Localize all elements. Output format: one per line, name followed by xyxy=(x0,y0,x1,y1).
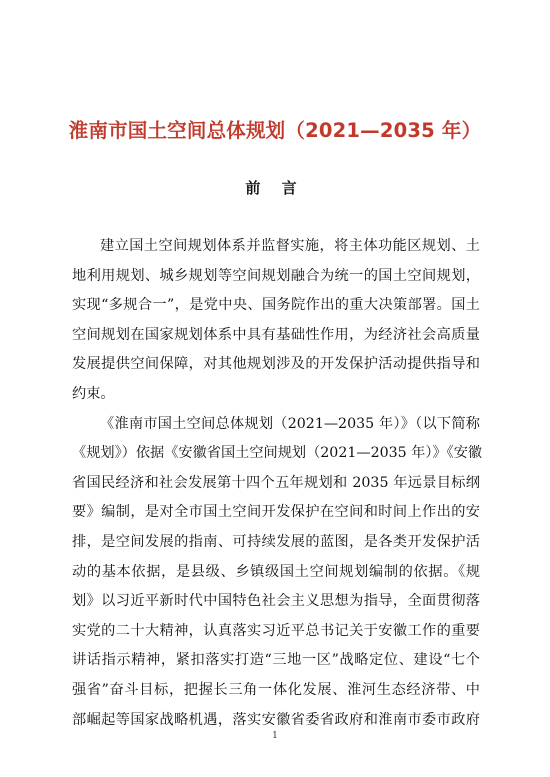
paragraph-line: 《规划》）依据《安徽省国土空间规划（2021—2035 年）》《安徽 xyxy=(72,445,483,462)
document-title: 淮南市国土空间总体规划（2021—2035 年） xyxy=(68,119,482,142)
paragraph-line: 动的基本依据，是县级、乡镇级国土空间规划编制的依据。《规 xyxy=(72,563,480,580)
paragraph-line: 空间规划在国家规划体系中具有基础性作用，为经济社会高质量 xyxy=(72,326,480,343)
paragraph-line: 地利用规划、城乡规划等空间规划融合为统一的国土空间规划， xyxy=(72,267,480,284)
paragraph-line: 实党的二十大精神，认真落实习近平总书记关于安徽工作的重要 xyxy=(72,622,480,639)
paragraph-line: 强省”奋斗目标，把握长三角一体化发展、淮河生态经济带、中 xyxy=(72,681,480,698)
body-text xyxy=(72,232,483,735)
paragraph-line: 部崛起等国家战略机遇，落实安徽省委省政府和淮南市委市政府 xyxy=(72,711,480,728)
section-heading: 前 言 xyxy=(245,179,305,197)
paragraph-line: 发展提供空间保障，对其他规划涉及的开发保护活动提供指导和 xyxy=(72,356,480,373)
paragraph-line: 要》编制，是对全市国土空间开发保护在空间和时间上作出的安 xyxy=(72,504,480,521)
paragraph-line: 建立国土空间规划体系并监督实施，将主体功能区规划、土 xyxy=(100,238,480,254)
paragraph-line: 讲话指示精神，紧扣落实打造“三地一区”战略定位、建设“七个 xyxy=(72,652,480,669)
paragraph-line: 《淮南市国土空间总体规划（2021—2035 年）》（以下简称 xyxy=(100,415,480,432)
paragraph-line: 排，是空间发展的指南、可持续发展的蓝图，是各类开发保护活 xyxy=(72,533,480,550)
page-number: 1 xyxy=(272,731,278,741)
paragraph-line: 实现“多规合一”，是党中央、国务院作出的重大决策部署。国土 xyxy=(72,297,480,314)
paragraph-line: 省国民经济和社会发展第十四个五年规划和 2035 年远景目标纲 xyxy=(72,474,480,491)
paragraph-line: 划》以习近平新时代中国特色社会主义思想为指导，全面贯彻落 xyxy=(72,593,480,610)
paragraph-line: 约束。 xyxy=(72,385,115,402)
